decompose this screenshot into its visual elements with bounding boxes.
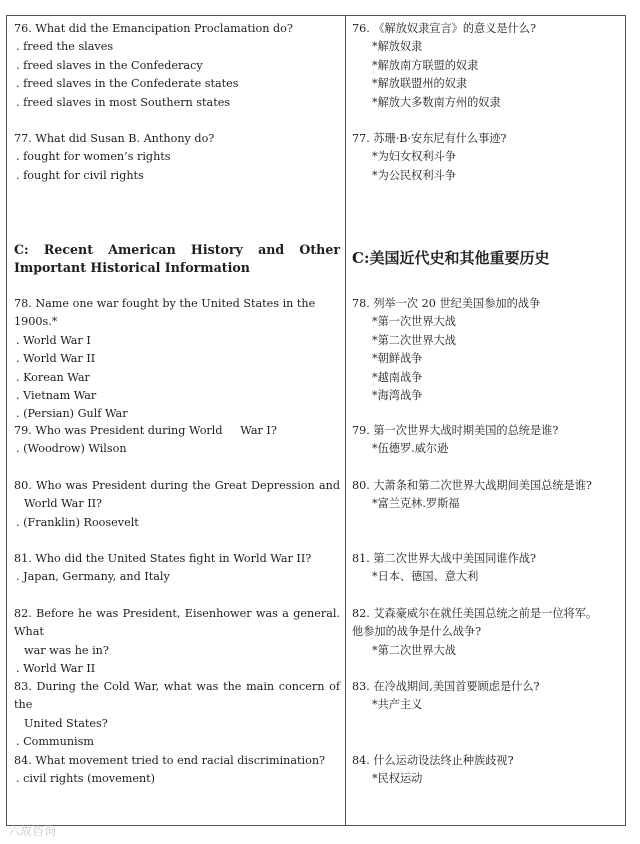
question-text: 79. Who was President during World War I?: [14, 424, 277, 437]
question-text: 77. 苏珊·B·安东尼有什么事迹?: [352, 132, 507, 145]
section-title-en: C: Recent American History and Other Important Historical Information: [14, 242, 340, 275]
answer: . fought for women’s rights: [16, 150, 171, 164]
question-text: 78. 列举一次 20 世纪美国参加的战争: [352, 297, 541, 310]
question-79-en: [14, 422, 340, 459]
answer: *共产主义: [372, 698, 423, 712]
answer: *第一次世界大战: [372, 315, 456, 329]
answer: . Communism: [16, 735, 94, 749]
question-80-en: [14, 477, 340, 532]
answer: . freed slaves in the Confederacy: [16, 58, 203, 72]
answer: . (Franklin) Roosevelt: [16, 515, 139, 529]
answer: . World War II: [16, 662, 96, 676]
answer: . Korean War: [16, 370, 90, 384]
question-text: 82. 艾森豪威尔在就任美国总统之前是一位将军。: [352, 607, 598, 620]
question-76-zh: [352, 20, 620, 112]
question-text-continued: World War II?: [24, 497, 103, 511]
answer: . fought for civil rights: [16, 168, 144, 182]
question-text: 80. 大萧条和第二次世界大战期间美国总统是谁?: [352, 479, 592, 492]
answer: *海湾战争: [372, 389, 423, 403]
question-text: 78. Name one war fought by the United States in the 1900s.*: [14, 297, 316, 329]
answer: *解放南方联盟的奴隶: [372, 58, 479, 72]
section-title-zh: C:美国近代史和其他重要历史: [352, 249, 550, 267]
answer: . World War I: [16, 333, 91, 347]
question-79-zh: [352, 422, 620, 459]
question-77-zh: [352, 130, 620, 185]
answer: *解放大多数南方州的奴隶: [372, 95, 501, 109]
question-84-en: [14, 752, 340, 789]
answer: . (Persian) Gulf War: [16, 407, 128, 421]
question-82-en: [14, 605, 340, 679]
answer: . (Woodrow) Wilson: [16, 442, 127, 456]
question-80-zh: [352, 477, 620, 514]
question-text: 81. 第二次世界大战中美国同谁作战?: [352, 552, 536, 565]
question-text-continued: war was he in?: [24, 643, 109, 657]
question-text: 76. What did the Emancipation Proclamation do?: [14, 22, 293, 35]
question-76-en: [14, 20, 340, 112]
question-text: 82. Before he was President, Eisenhower was a general. What: [14, 607, 340, 639]
answer: *解放奴隶: [372, 40, 423, 54]
question-text: 77. What did Susan B. Anthony do?: [14, 132, 215, 145]
answer: *第二次世界大战: [372, 643, 456, 657]
question-78-zh: [352, 295, 620, 405]
answer: . World War II: [16, 352, 96, 366]
question-77-en: [14, 130, 340, 185]
question-text: 83. During the Cold War, what was the main concern of the: [14, 680, 340, 712]
question-text-continued: 他参加的战争是什么战争?: [352, 625, 482, 639]
answer: *民权运动: [372, 772, 423, 786]
question-text: 84. What movement tried to end racial discrimination?: [14, 754, 326, 767]
answer: . freed slaves in most Southern states: [16, 95, 231, 109]
column-divider: [345, 15, 346, 826]
answer: . freed the slaves: [16, 40, 114, 54]
answer: *为公民权利斗争: [372, 168, 456, 182]
answer: . Japan, Germany, and Italy: [16, 570, 170, 584]
question-text: 80. Who was President during the Great Depression and: [14, 479, 340, 492]
answer: *解放联盟州的奴隶: [372, 77, 468, 91]
question-82-zh: [352, 605, 620, 660]
answer: . Vietnam War: [16, 389, 97, 403]
question-78-en: [14, 295, 340, 424]
answer: *第二次世界大战: [372, 333, 456, 347]
question-text: 84. 什么运动设法终止种族歧视?: [352, 754, 514, 767]
question-81-zh: [352, 550, 620, 587]
answer: *为妇女权利斗争: [372, 150, 456, 164]
answer: *朝鲜战争: [372, 352, 423, 366]
question-text: 83. 在冷战期间,美国首要顾虑是什么?: [352, 680, 540, 693]
answer: . freed slaves in the Confederate states: [16, 77, 239, 91]
answer: *越南战争: [372, 370, 423, 384]
question-83-en: [14, 678, 340, 752]
answer: . civil rights (movement): [16, 772, 156, 786]
answer: *富兰克林.罗斯福: [372, 497, 460, 511]
question-text: 81. Who did the United States fight in World War II?: [14, 552, 312, 565]
question-84-zh: [352, 752, 620, 789]
answer: *伍德罗.威尔逊: [372, 442, 449, 456]
question-text: 79. 第一次世界大战时期美国的总统是谁?: [352, 424, 559, 437]
question-81-en: [14, 550, 340, 587]
question-83-zh: [352, 678, 620, 715]
question-text-continued: United States?: [24, 716, 108, 730]
answer: *日本、德国、意大利: [372, 570, 479, 584]
question-text: 76. 《解放奴隶宣言》的意义是什么?: [352, 22, 536, 35]
watermark-text: 六故咨询: [8, 824, 57, 838]
